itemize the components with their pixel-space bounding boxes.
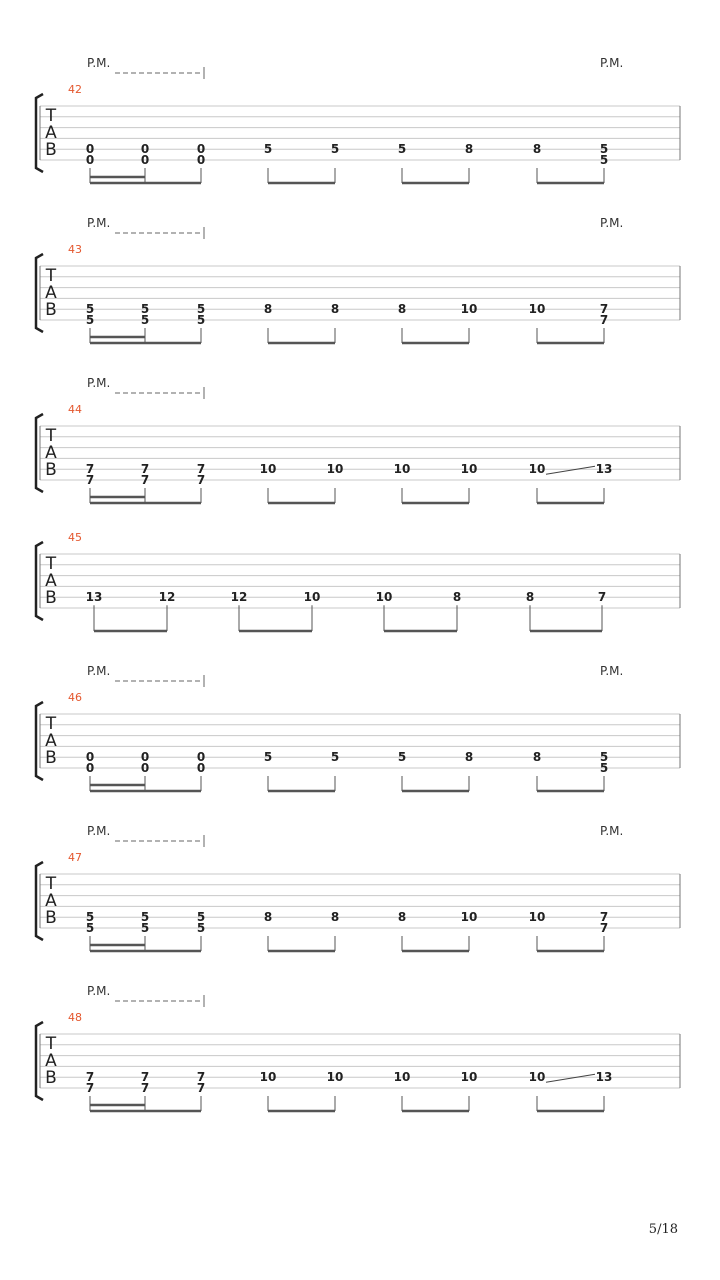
fret-number: 0 — [85, 761, 95, 775]
fret-number: 0 — [196, 142, 206, 157]
fret-number: 7 — [196, 1070, 206, 1085]
fret-number: 5 — [140, 313, 150, 327]
fret-number: 10 — [460, 910, 478, 925]
fret-number: 5 — [599, 142, 609, 157]
fret-number: 10 — [528, 910, 546, 925]
fret-number: 7 — [140, 1070, 150, 1085]
fret-number: 10 — [528, 302, 546, 317]
fret-number: 7 — [196, 462, 206, 477]
fret-number: 13 — [595, 1070, 613, 1085]
measure-number: 44 — [68, 403, 82, 416]
fret-number: 12 — [158, 590, 176, 605]
fret-number: 0 — [140, 142, 150, 157]
palm-mute-label: P.M. — [600, 824, 624, 838]
fret-number: 5 — [196, 313, 206, 327]
fret-number: 0 — [85, 153, 95, 167]
fret-number: 7 — [196, 1081, 206, 1095]
tab-clef-letter: T — [45, 106, 57, 126]
fret-number: 13 — [595, 462, 613, 477]
fret-number: 0 — [140, 761, 150, 775]
fret-number: 0 — [140, 153, 150, 167]
tab-clef-letter: A — [45, 571, 57, 591]
fret-number: 0 — [140, 750, 150, 765]
fret-number: 10 — [460, 1070, 478, 1085]
page-number: 5/18 — [648, 1222, 678, 1237]
fret-number: 7 — [140, 473, 150, 487]
fret-number: 5 — [599, 153, 609, 167]
tab-clef-letter: T — [45, 266, 57, 286]
fret-number: 5 — [196, 302, 206, 317]
tab-clef-letter: T — [45, 714, 57, 734]
fret-number: 8 — [397, 302, 407, 317]
fret-number: 10 — [326, 1070, 344, 1085]
measure-number: 43 — [68, 243, 82, 256]
fret-number: 5 — [85, 910, 95, 925]
tab-clef-letter: A — [45, 123, 57, 143]
measure-number: 42 — [68, 83, 82, 96]
fret-number: 5 — [599, 761, 609, 775]
palm-mute-label: P.M. — [87, 664, 111, 678]
measure-number: 46 — [68, 691, 82, 704]
tab-clef-letter: T — [45, 426, 57, 446]
fret-number: 13 — [85, 590, 103, 605]
tab-clef-letter: B — [45, 460, 57, 480]
fret-number: 5 — [330, 142, 340, 157]
fret-number: 7 — [599, 910, 609, 925]
tab-clef-letter: A — [45, 443, 57, 463]
palm-mute-label: P.M. — [87, 56, 111, 70]
fret-number: 5 — [397, 142, 407, 157]
tab-clef-letter: T — [45, 1034, 57, 1054]
tab-clef-letter: B — [45, 140, 57, 160]
palm-mute-label: P.M. — [600, 216, 624, 230]
fret-number: 12 — [230, 590, 248, 605]
fret-number: 7 — [85, 462, 95, 477]
fret-number: 5 — [85, 921, 95, 935]
palm-mute-label: P.M. — [87, 376, 111, 390]
fret-number: 7 — [599, 921, 609, 935]
tab-clef-letter: B — [45, 588, 57, 608]
fret-number: 5 — [330, 750, 340, 765]
fret-number: 8 — [452, 590, 462, 605]
palm-mute-label: P.M. — [600, 56, 624, 70]
fret-number: 8 — [525, 590, 535, 605]
fret-number: 10 — [303, 590, 321, 605]
fret-number: 10 — [259, 462, 277, 477]
fret-number: 10 — [393, 462, 411, 477]
palm-mute-label: P.M. — [87, 216, 111, 230]
fret-number: 0 — [85, 750, 95, 765]
palm-mute-label: P.M. — [600, 664, 624, 678]
tab-clef-letter: T — [45, 554, 57, 574]
fret-number: 7 — [597, 590, 607, 605]
fret-number: 7 — [599, 313, 609, 327]
fret-number: 8 — [532, 142, 542, 157]
fret-number: 10 — [259, 1070, 277, 1085]
tab-clef-letter: B — [45, 908, 57, 928]
fret-number: 8 — [464, 750, 474, 765]
palm-mute-label: P.M. — [87, 824, 111, 838]
fret-number: 5 — [263, 750, 273, 765]
fret-number: 10 — [393, 1070, 411, 1085]
fret-number: 5 — [196, 910, 206, 925]
measure-number: 47 — [68, 851, 82, 864]
fret-number: 5 — [85, 302, 95, 317]
fret-number: 10 — [326, 462, 344, 477]
fret-number: 0 — [85, 142, 95, 157]
fret-number: 7 — [85, 473, 95, 487]
fret-number: 7 — [196, 473, 206, 487]
tab-clef-letter: A — [45, 1051, 57, 1071]
fret-number: 7 — [85, 1070, 95, 1085]
fret-number: 7 — [599, 302, 609, 317]
slide-line — [546, 466, 595, 474]
fret-number: 8 — [330, 302, 340, 317]
tab-clef-letter: T — [45, 874, 57, 894]
fret-number: 7 — [140, 1081, 150, 1095]
fret-number: 0 — [196, 153, 206, 167]
tab-clef-letter: A — [45, 731, 57, 751]
fret-number: 7 — [85, 1081, 95, 1095]
fret-number: 5 — [599, 750, 609, 765]
fret-number: 10 — [528, 1070, 546, 1085]
fret-number: 8 — [330, 910, 340, 925]
fret-number: 10 — [375, 590, 393, 605]
measure-number: 48 — [68, 1011, 82, 1024]
fret-number: 5 — [263, 142, 273, 157]
fret-number: 5 — [196, 921, 206, 935]
fret-number: 5 — [85, 313, 95, 327]
fret-number: 5 — [140, 910, 150, 925]
fret-number: 10 — [460, 302, 478, 317]
tab-clef-letter: A — [45, 283, 57, 303]
palm-mute-label: P.M. — [87, 984, 111, 998]
tab-clef-letter: B — [45, 748, 57, 768]
fret-number: 8 — [263, 302, 273, 317]
fret-number: 7 — [140, 462, 150, 477]
fret-number: 5 — [397, 750, 407, 765]
tab-clef-letter: B — [45, 300, 57, 320]
tab-clef-letter: A — [45, 891, 57, 911]
fret-number: 10 — [528, 462, 546, 477]
fret-number: 8 — [464, 142, 474, 157]
fret-number: 8 — [263, 910, 273, 925]
fret-number: 8 — [397, 910, 407, 925]
fret-number: 8 — [532, 750, 542, 765]
fret-number: 0 — [196, 761, 206, 775]
fret-number: 10 — [460, 462, 478, 477]
fret-number: 5 — [140, 302, 150, 317]
slide-line — [546, 1074, 595, 1082]
tab-clef-letter: B — [45, 1068, 57, 1088]
fret-number: 5 — [140, 921, 150, 935]
fret-number: 0 — [196, 750, 206, 765]
measure-number: 45 — [68, 531, 82, 544]
